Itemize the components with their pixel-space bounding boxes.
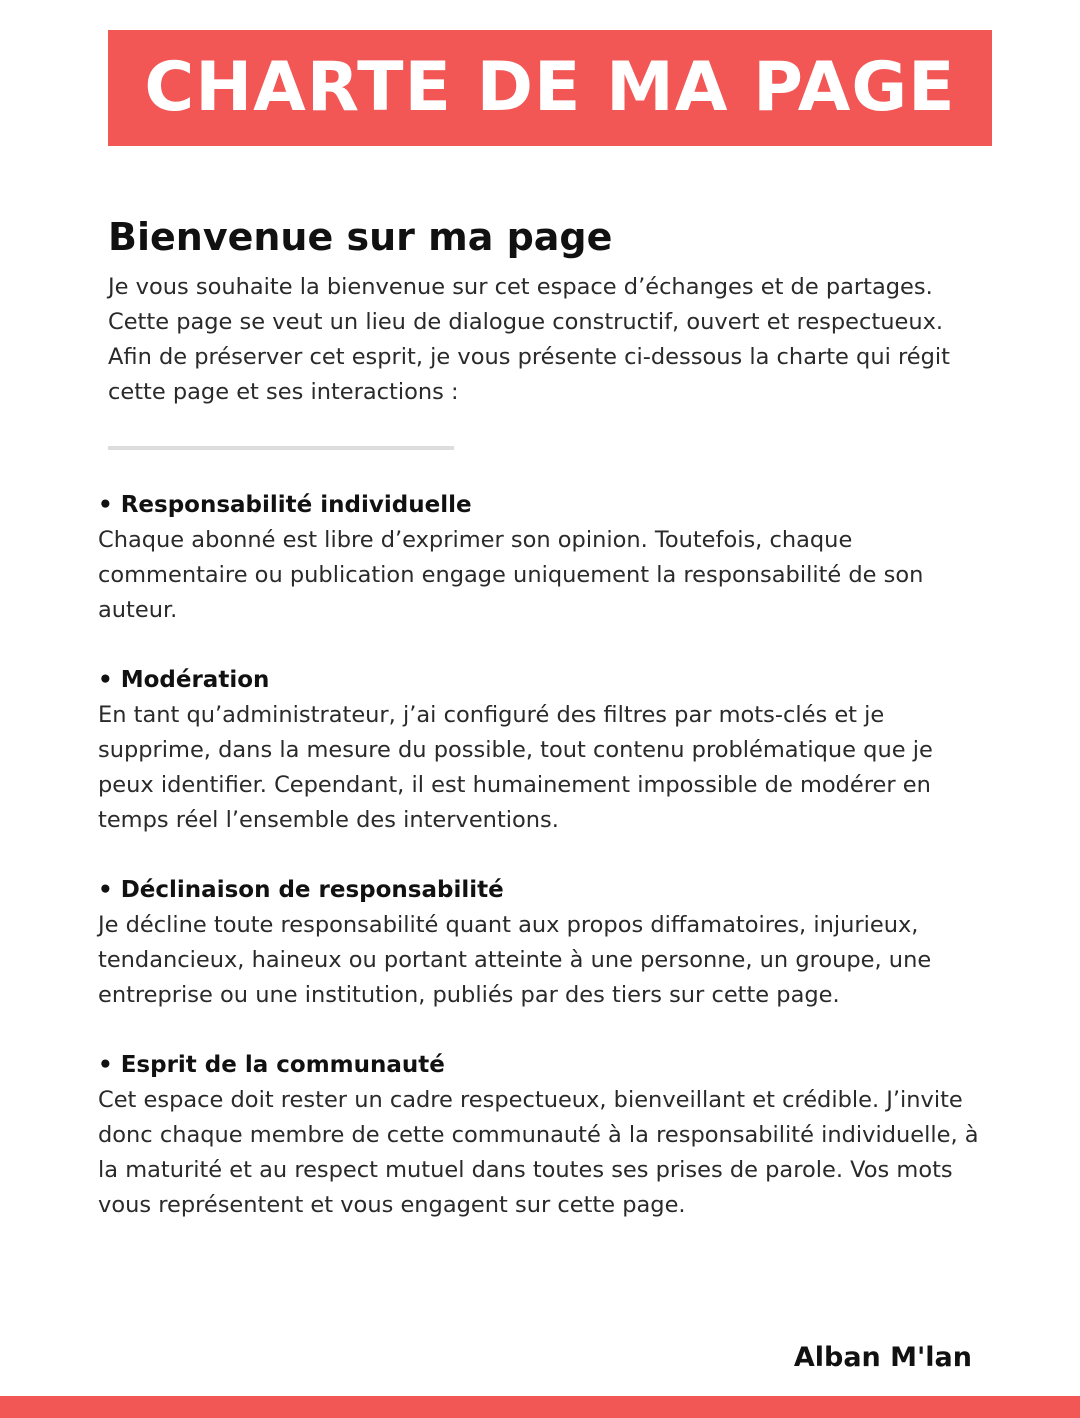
- section-heading: • Responsabilité individuelle: [98, 492, 472, 518]
- section-heading: • Modération: [98, 667, 270, 693]
- title-banner: [108, 30, 992, 146]
- section-text: Cet espace doit rester un cadre respectueux, bienveillant et crédible. J’invite donc chaque membre de cette communauté à la responsabilité individuelle, à la maturité et au respect mutuel dans toutes ses prises de parole. Vos mots vous représentent et vous engagent sur cette page.: [98, 1087, 979, 1218]
- page-title: CHARTE DE MA PAGE: [144, 48, 956, 127]
- section-text: Chaque abonné est libre d’exprimer son opinion. Toutefois, chaque commentaire ou publication engage uniquement la responsabilité de son auteur.: [98, 527, 924, 623]
- charter-sections: [98, 488, 988, 1258]
- welcome-section: [108, 212, 988, 410]
- section-esprit: [98, 1048, 988, 1223]
- divider: [108, 446, 454, 450]
- section-text: Je décline toute responsabilité quant aux propos diffamatoires, injurieux, tendancieux, haineux ou portant atteinte à une personne, un groupe, une entreprise ou une institution, publiés par des tiers sur cette page.: [98, 912, 932, 1008]
- bottom-accent-bar: [0, 1396, 1080, 1418]
- section-moderation: [98, 663, 988, 838]
- author-signature: Alban M'lan: [793, 1342, 972, 1373]
- section-declinaison: [98, 873, 988, 1013]
- section-text: En tant qu’administrateur, j’ai configuré des filtres par mots-clés et je supprime, dans la mesure du possible, tout contenu problématique que je peux identifier. Cependant, il est humainement impossible de modérer en temps réel l’ensemble des interventions.: [98, 702, 933, 833]
- section-heading: • Déclinaison de responsabilité: [98, 877, 504, 903]
- section-responsabilite: [98, 488, 988, 628]
- section-heading: • Esprit de la communauté: [98, 1052, 445, 1078]
- welcome-text: Je vous souhaite la bienvenue sur cet espace d’échanges et de partages. Cette page se veut un lieu de dialogue constructif, ouvert et respectueux. Afin de préserver cet esprit, je vous présente ci-dessous la charte qui régit cette page et ses interactions :: [108, 274, 950, 405]
- welcome-heading: Bienvenue sur ma page: [108, 215, 613, 259]
